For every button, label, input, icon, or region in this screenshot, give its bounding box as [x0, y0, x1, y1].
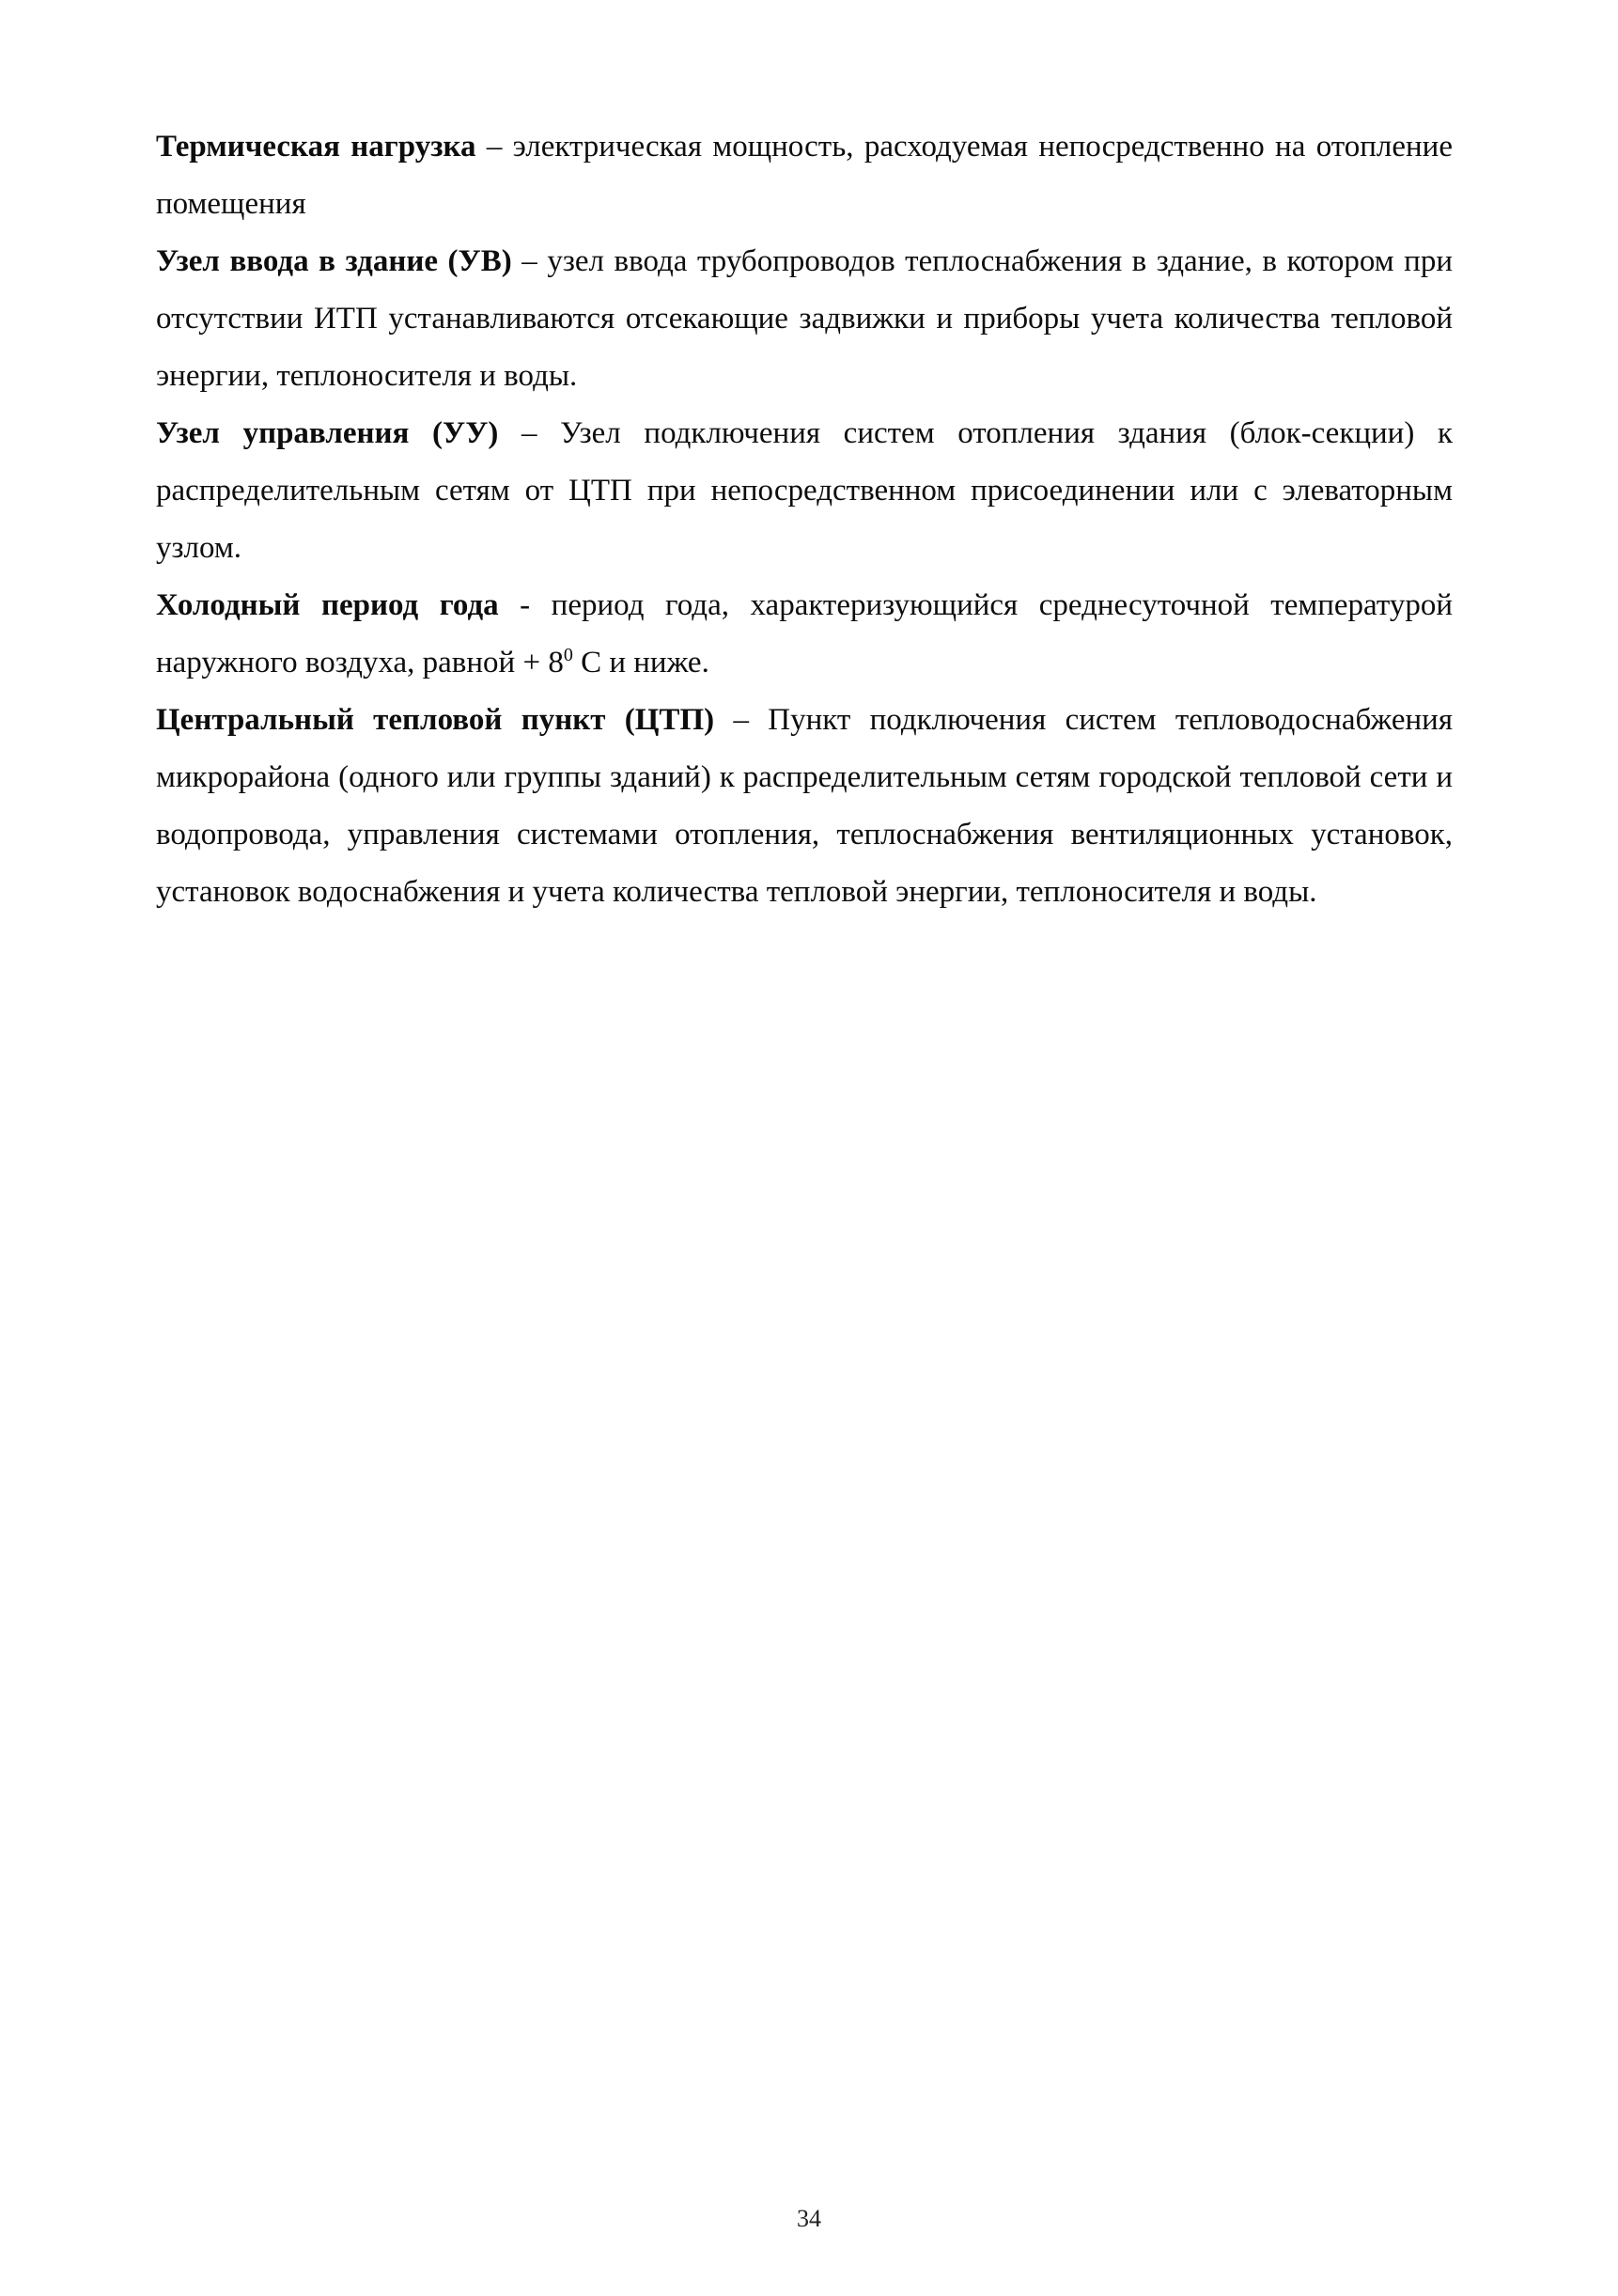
term-control-unit: Узел управления (УУ): [156, 416, 499, 450]
term-building-inlet: Узел ввода в здание (УВ): [156, 244, 512, 278]
term-thermal-load: Термическая нагрузка: [156, 130, 476, 164]
term-central-heat-point: Центральный тепловой пункт (ЦТП): [156, 703, 715, 737]
definition-central-heat-point: [156, 692, 1453, 921]
definition-building-inlet: [156, 233, 1453, 405]
definition-thermal-load: [156, 118, 1453, 233]
definition-text-thermal-load: – электрическая мощность, расходуемая непосредственно на отопление помещения: [156, 130, 1453, 221]
page-content: [156, 118, 1453, 921]
degree-superscript: 0: [563, 645, 573, 665]
page-number: 34: [797, 2205, 821, 2232]
definition-cold-period: [156, 577, 1453, 692]
definition-control-unit: [156, 405, 1453, 577]
definition-text-control-unit: – Узел подключения систем отопления здания (блок-секции) к распределительным сетям от ЦТП при непосредственном присоединении или с элеваторным узлом.: [156, 416, 1453, 565]
term-cold-period: Холодный период года: [156, 588, 499, 622]
definition-text-central-heat-point: – Пункт подключения систем тепловодоснабжения микрорайона (одного или группы зданий) к распределительным сетям городской тепловой сети и водопровода, управления системами отопления, теплоснабжения вентиляционных установок, установок водоснабжения и учета количества тепловой энергии, теплоносителя и воды.: [156, 703, 1454, 909]
definition-text-building-inlet: – узел ввода трубопроводов теплоснабжения в здание, в котором при отсутствии ИТП устанавливаются отсекающие задвижки и приборы учета количества тепловой энергии, теплоносителя и воды.: [156, 244, 1454, 393]
definition-text-cold-period-before: - период года, характеризующийся среднесуточной температурой наружного воздуха, равной + 8: [156, 588, 1453, 679]
definition-text-cold-period-after: С и ниже.: [572, 646, 709, 679]
